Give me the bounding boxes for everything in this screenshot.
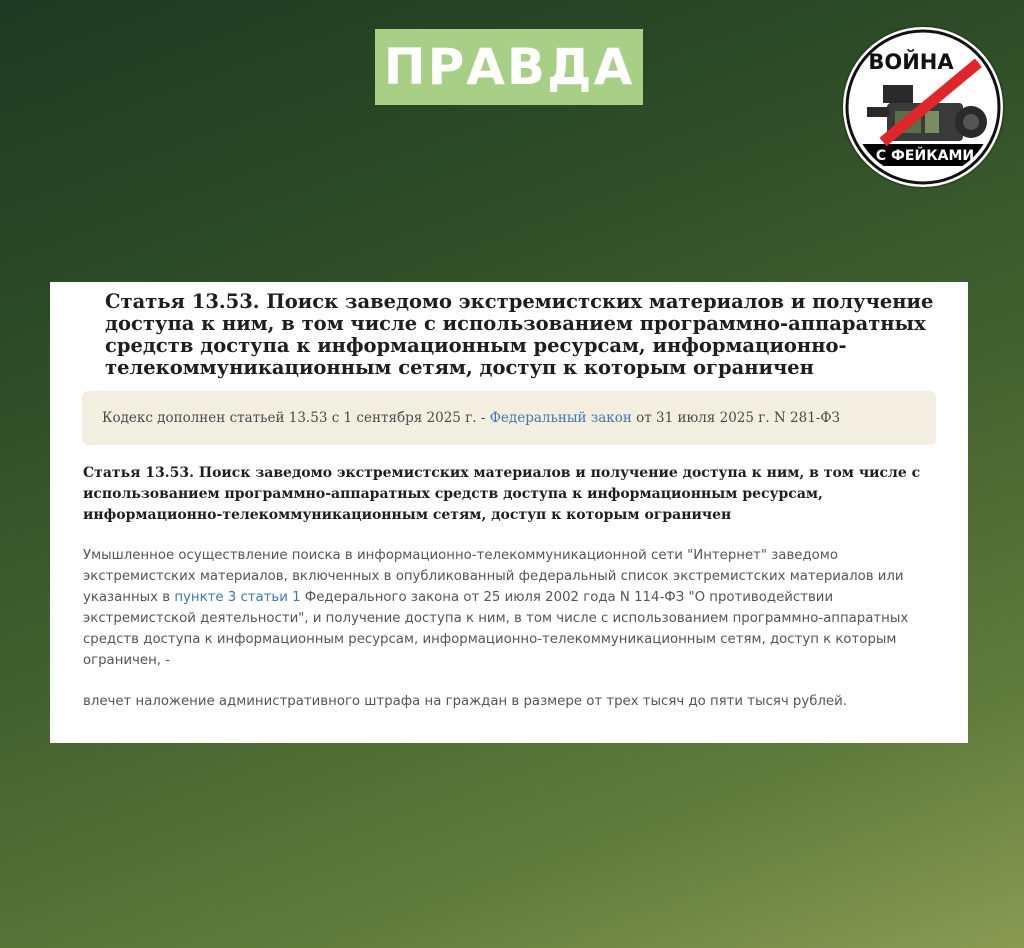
verdict-badge	[375, 29, 643, 105]
document-screenshot	[50, 282, 968, 743]
verdict-label: ПРАВДА	[383, 38, 635, 96]
article-subtitle: Статья 13.53. Поиск заведомо экстремистских материалов и получение доступа к ним, в том числе с использованием программно-аппаратных средств доступа к информационным ресурсам, информационно-телекоммуникационным сетям, доступ к которым ограничен	[83, 465, 921, 523]
article-reference-link[interactable]: пункте 3 статьи 1	[174, 590, 301, 605]
logo-bottom-text: С ФЕЙКАМИ	[875, 148, 975, 164]
article-title: Статья 13.53. Поиск заведомо экстремистских материалов и получение доступа к ним, в том числе с использованием программно-аппаратных средств доступа к информационным ресурсам, информационно-телекоммуникационным сетям, доступ к которым ограничен	[105, 290, 934, 379]
project-logo	[843, 27, 1003, 187]
logo-top-text: ВОЙНА	[868, 50, 954, 74]
camera-handle-shape	[883, 85, 913, 103]
crossed-camera-icon	[843, 27, 1003, 187]
body-part-1: Умышленное осуществление поиска в информационно-телекоммуникационной сети "Интернет" заведомо экстремистских материалов, включенных в опубликованный федеральный список экстремистских материалов или указанных в	[83, 548, 904, 605]
article-body	[83, 545, 943, 671]
notice-suffix: от 31 июля 2025 г. N 281-ФЗ	[631, 410, 840, 426]
article-sanction: влечет наложение административного штрафа на граждан в размере от трех тысяч до пяти тысяч рублей.	[83, 694, 847, 709]
amendment-notice	[82, 391, 936, 445]
notice-prefix: Кодекс дополнен статьей 13.53 с 1 сентября 2025 г. -	[102, 410, 490, 426]
body-part-2: Федерального закона от 25 июля 2002 года N 114-ФЗ "О противодействии экстремистской деятельности", и получение доступа к ним, в том числе с использованием программно-аппаратных средств доступа к информационным ресурсам, информационно-телекоммуникационным сетям, доступ к которым ограничен, -	[83, 590, 909, 668]
federal-law-link[interactable]: Федеральный закон	[489, 410, 632, 426]
